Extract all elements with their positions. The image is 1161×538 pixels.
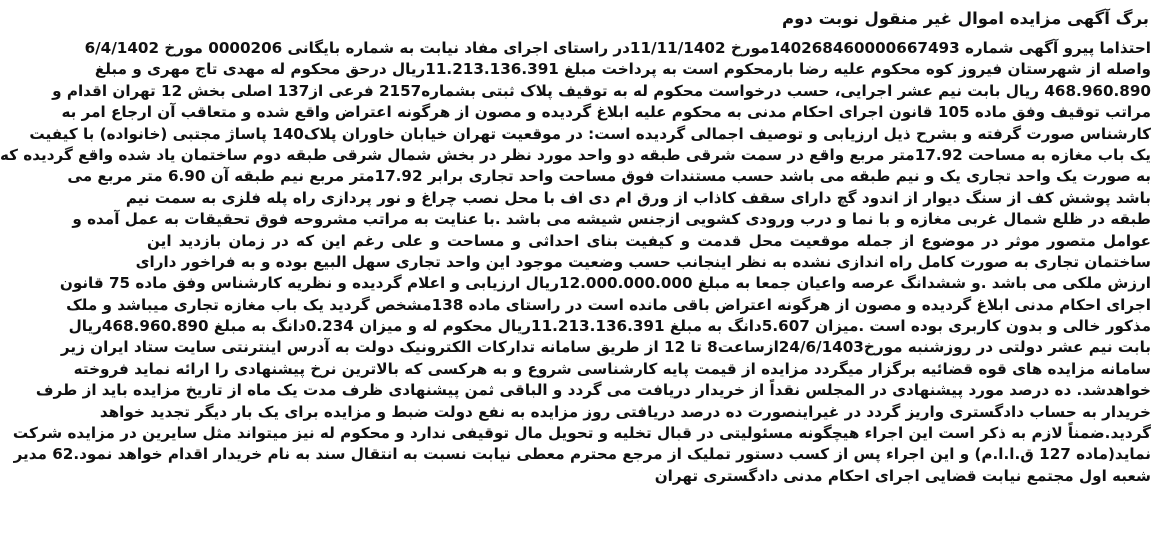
notice-line: طبقه در ظلع شمال غربی مغازه و با نما و درب ورودی کشویی ازجنس شیشه می باشد .با عنایت به مراتب مشروحه فوق تحقیقات به عمل آمده و (72, 210, 1151, 229)
notice-line: اجرای احکام مدنی ابلاغ گردیده و مصون از هرگونه اعتراض باقی مانده است در راستای ماده 138مشخص گردید یک باب مغازه تجاری میباشد و ملک (66, 295, 1151, 314)
notice-line: مذکور خالی و بدون کاربری بوده است .میزان 5.607دانگ به مبلغ 11.213.136.391ریال محکوم له و میزان 0.234دانگ به مبلغ 468.960.890ریال (68, 317, 1151, 336)
notice-line: سامانه مزایده های قوه قضائیه برگزار میگردد مزایده از قیمت پایه کارشناسی شروع و به هرکسی که بالاترین نرخ پیشنهادی را ارائه نماید فروخته (73, 359, 1151, 378)
notice-line: خریدار به حساب دادگستری واریز گردد در غیراینصورت ده درصد دریافتی روز مزایده به نفع دولت ضبط و مزایده برای یک بار دیگر تجدید خواهد (99, 402, 1151, 421)
notice-line: خواهدشد. ده درصد مورد پیشنهادی در المجلس نقداً از خریدار دریافت می گردد و الباقی ثمن پیشنهادی ظرف مدت یک ماه از تاریخ مزایده باید از طرف (35, 381, 1151, 400)
auction-notice-page (0, 6, 1151, 532)
notice-line: واصله از شهرستان فیروز کوه محکوم علیه رضا بارمحکوم است به پرداخت مبلغ 11.213.136.391ریال درحق محکوم له مهدی تاج مهری و مبلغ (94, 60, 1151, 79)
notice-line: نماید(ماده 127 ق.ا.ا.م) و این اجراء پس از کسب دستور تملیک از مرجع محترم معطی نیابت نسبت به انتقال سند به نام خریدار اقدام خواهد نمود.62 مدیر (13, 445, 1151, 464)
notice-line: گردید.ضمناً لازم به ذکر است این اجراء هیچگونه مسئولیتی در قبال تخلیه و تحویل مال توقیفی ندارد و محکوم له نیز میتواند مثل سایرین در مزایده شرکت (12, 424, 1151, 443)
notice-signature-line: شعبه اول مجتمع نیابت قضایی اجرای احکام مدنی دادگستری تهران (654, 466, 1151, 485)
notice-line: یک باب مغازه به مساحت 17.92متر مربع واقع در سمت شرقی طبقه دو واحد مورد نظر در بخش شمال شرقی طبقه دوم ساختمان یاد شده واقع گردیده که (0, 145, 1151, 164)
notice-line: به صورت یک واحد تجاری یک و نیم طبقه می باشد حسب مستندات فوق مساحت واحد تجاری برابر 17.92متر مربع نیم طبقه آن 6.90 متر مربع می (67, 167, 1151, 186)
notice-line: 468.960.890 ریال بابت نیم عشر اجرایی، حسب درخواست محکوم له به توقیف پلاک ثبتی بشماره2157 فرعی از137 اصلی بخش 12 تهران اقدام و (52, 81, 1151, 100)
notice-body (0, 38, 1151, 487)
notice-line: ارزش ملکی می باشد .و ششدانگ عرصه واعیان جمعا به مبلغ 12.000.000.000ریال ارزیابی و اعلام گردیده و نظریه کارشناس وفق ماده 75 قانون (59, 274, 1151, 293)
notice-line: کارشناس صورت گرفته و بشرح ذیل ارزیابی و توصیف اجمالی گردیده است: در موقعیت تهران خیابان خاوران پلاک140 پاساژ مجتبی (خانواده) با کیفیت (29, 124, 1151, 143)
notice-line: ساختمان تجاری به صورت کامل راه اندازی نشده به نظر اینجانب حسب وضعیت موجود این واحد تجاری سهل البیع بوده و به فراخور دارای (135, 252, 1151, 271)
notice-line: مراتب توقیف وفق ماده 105 قانون اجرای احکام مدنی به محکوم علیه ابلاغ گردیده و مصون از هرگونه اعتراض واقع شده و متعاقب آن ارجاع امر به (61, 103, 1151, 122)
notice-line: بابت نیم عشر دولتی در روزشنبه مورخ24/6/1403ازساعت8 تا 12 از طریق سامانه تدارکات الکترونیک دولت به آدرس اینترنتی سایت ستاد ایران زیر (60, 338, 1151, 357)
notice-line: احتذاما پیرو آگهی شماره 140268460000667493مورخ 11/11/1402در راستای اجرای مفاد نیابت به شماره بایگانی 0000206 مورخ 6/4/1402 (84, 39, 1151, 57)
notice-line: عوامل متصور موثر در موضوع از جمله موقعیت محل قدمت و کیفیت بنای احداثی و مساحت و علی رغم این که در زمان بازدید این (147, 231, 1151, 250)
notice-line: باشد پوشش کف از سنگ دیوار از اندود گچ دارای سقف کاذاب از ورق ام دی اف با محل نصب چراغ و نور پردازی راه پله فلزی به سمت نیم (125, 188, 1151, 207)
notice-title: برگ آگهی مزایده اموال غیر منقول نوبت دوم (782, 9, 1149, 28)
